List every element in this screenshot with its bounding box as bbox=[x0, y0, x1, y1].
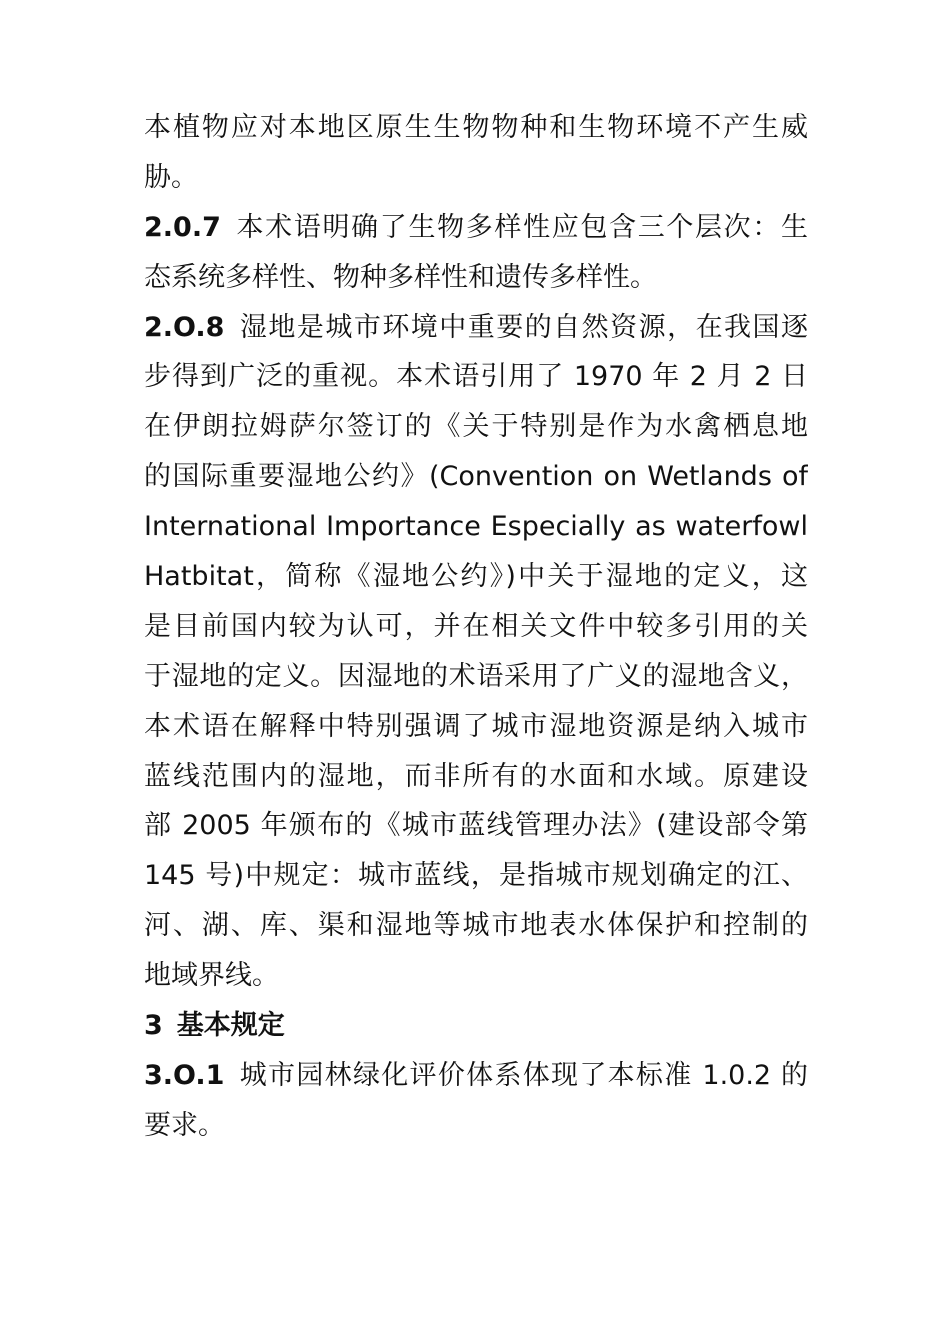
line-text: 本术语明确了生物多样性应包含三个层次：生 bbox=[234, 211, 808, 243]
line-text: 城市园林绿化评价体系体现了本标准 1.0.2 的 bbox=[238, 1059, 808, 1091]
text-line bbox=[144, 752, 808, 802]
line-text: 是目前国内较为认可，并在相关文件中较多引用的关 bbox=[144, 610, 808, 642]
text-line bbox=[144, 103, 808, 153]
line-text: Hatbitat，简称《湿地公约》)中关于湿地的定义，这 bbox=[144, 561, 808, 593]
line-text: 态系统多样性、物种多样性和遗传多样性。 bbox=[144, 261, 657, 293]
line-text: 145 号)中规定：城市蓝线，是指城市规划确定的江、 bbox=[144, 860, 808, 892]
line-text: International Importance Especially as waterfowl bbox=[144, 511, 808, 543]
text-line bbox=[144, 851, 808, 901]
text-line bbox=[144, 402, 808, 452]
text-line bbox=[144, 801, 808, 851]
clause-number: 2.0.7 bbox=[144, 211, 221, 243]
text-line bbox=[144, 502, 808, 552]
line-text: 要求。 bbox=[144, 1109, 225, 1141]
text-line bbox=[144, 552, 808, 602]
line-text: 河、湖、库、渠和湿地等城市地表水体保护和控制的 bbox=[144, 910, 808, 942]
line-text: 胁。 bbox=[144, 161, 198, 193]
text-line bbox=[144, 951, 808, 1001]
text-line bbox=[144, 652, 808, 702]
section-heading bbox=[144, 1001, 808, 1051]
line-text: 本术语在解释中特别强调了城市湿地资源是纳入城市 bbox=[144, 710, 808, 742]
clause-2-0-7 bbox=[144, 203, 808, 253]
line-text: 于湿地的定义。因湿地的术语采用了广义的湿地含义， bbox=[144, 660, 808, 692]
section-title: 基本规定 bbox=[176, 1010, 285, 1042]
text-line bbox=[144, 702, 808, 752]
text-line bbox=[144, 253, 808, 303]
line-text: 地域界线。 bbox=[144, 960, 279, 992]
line-text: 在伊朗拉姆萨尔签订的《关于特别是作为水禽栖息地 bbox=[144, 411, 808, 443]
clause-3-0-1 bbox=[144, 1051, 808, 1101]
line-text: 部 2005 年颁布的《城市蓝线管理办法》(建设部令第 bbox=[144, 810, 808, 842]
clause-number: 2.O.8 bbox=[144, 311, 225, 343]
text-line bbox=[144, 352, 808, 402]
line-text: 的国际重要湿地公约》(Convention on Wetlands of bbox=[144, 461, 808, 493]
text-line bbox=[144, 153, 808, 203]
line-text: 本植物应对本地区原生生物物种和生物环境不产生威 bbox=[144, 112, 808, 143]
line-text: 蓝线范围内的湿地，而非所有的水面和水域。原建设 bbox=[144, 760, 808, 792]
text-line bbox=[144, 901, 808, 951]
clause-number: 3.O.1 bbox=[144, 1059, 225, 1091]
line-text: 湿地是城市环境中重要的自然资源，在我国逐 bbox=[238, 311, 808, 343]
clause-2-0-8 bbox=[144, 303, 808, 353]
line-text: 步得到广泛的重视。本术语引用了 1970 年 2 月 2 日 bbox=[144, 361, 808, 393]
text-line bbox=[144, 1101, 808, 1151]
text-line bbox=[144, 602, 808, 652]
document-body bbox=[144, 103, 808, 1151]
section-number: 3 bbox=[144, 1010, 163, 1042]
text-line bbox=[144, 452, 808, 502]
